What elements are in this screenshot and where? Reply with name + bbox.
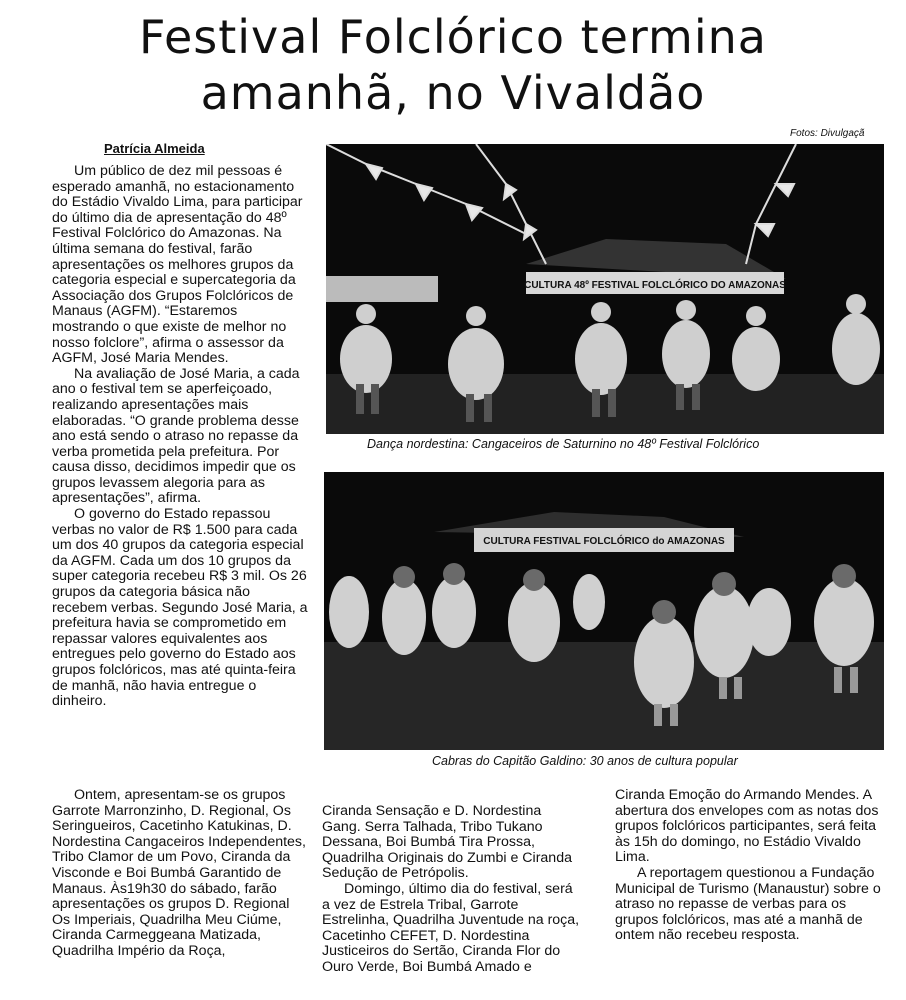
headline-line-1: Festival Folclórico termina — [139, 10, 767, 64]
article-column-1 — [52, 164, 308, 710]
article-column-3 — [615, 788, 883, 944]
photo-credit: Fotos: Divulgaçã — [790, 128, 865, 139]
photo-illustration — [324, 472, 884, 750]
photo-illustration — [326, 144, 884, 434]
paragraph: Um público de dez mil pessoas é esperado amanhã, no estacionamento do Estádio Vivaldo Lima, para participar do último dia de apresentação do 48º Festival Folclórico do Amazonas. Na última semana do festival, farão apresentações os melhores grupos da categoria especial e supercategoria da Associação dos Grupos Folclóricos de Manaus (AGFM). “Estaremos mostrando o que existe de melhor no nosso folclore”, afirma o assessor da AGFM, José Maria Mendes. — [52, 163, 303, 367]
paragraph: Domingo, último dia do festival, será a vez de Estrela Tribal, Garrote Estrelinha, Quadrilha Juventude na roça, Cacetinho CEFET, D. Nordestina Justiceiros do Sertão, Ciranda Flor do Ouro Verde, Boi Bumbá Amado e — [322, 880, 580, 975]
paragraph: Na avaliação de José Maria, a cada ano o festival tem se aperfeiçoado, realizando apresentações mais elaboradas. “O grande problema desse ano está sendo o atraso no repasse da verba prometida pela prefeitura. Por causa disso, decidimos impedir que os grupos levassem alegoria para as apresentações”, afirma. — [52, 365, 300, 507]
banner-text: CULTURA FESTIVAL FOLCLÓRICO do AMAZONAS — [483, 536, 725, 547]
paragraph: Ontem, apresentam-se os grupos Garrote Marronzinho, D. Regional, Os Seringueiros, Cacetinho Katukinas, D. Nordestina Cangaceiros Independentes, Tribo Clamor de um Povo, Ciranda da Visconde e Boi Bumbá Garantido de Manaus. Às19h30 do sábado, farão apresentações os grupos D. Regional Os Imperiais, Quadrilha Meu Ciúme, Ciranda Carmeggeana Matizada, Quadrilha Império da Roça, — [52, 787, 306, 959]
article-column-1-continued — [52, 788, 308, 960]
byline: Patrícia Almeida — [104, 141, 205, 156]
paragraph: Ciranda Emoção do Armando Mendes. A abertura dos envelopes com as notas dos grupos folclóricos participantes, será feita às 15h do domingo, no Estádio Vivaldo Lima. — [615, 787, 879, 866]
photo-dance-nordestina — [326, 144, 884, 434]
banner-text: CULTURA 48º FESTIVAL FOLCLÓRICO DO AMAZONAS — [524, 280, 786, 291]
photo-cabras-capitao-galdino — [324, 472, 884, 750]
paragraph: O governo do Estado repassou verbas no valor de R$ 1.500 para cada um dos 40 grupos da categoria especial da AGFM. Cada um dos 10 grupos da super categoria recebeu R$ 3 mil. Os 26 grupos da categoria básica não recebem verbas. Segundo José Maria, a prefeitura havia se comprometido em repassar valores equivalentes aos entregues pelo governo do Estado aos grupos folclóricos, mas até quinta-feira de manhã, não havia entregue o dinheiro. — [52, 506, 308, 710]
article-column-2 — [322, 804, 582, 976]
photo1-caption: Dança nordestina: Cangaceiros de Saturnino no 48º Festival Folclórico — [367, 437, 760, 451]
paragraph: A reportagem questionou a Fundação Municipal de Turismo (Manaustur) sobre o atraso no repasse de verbas para os grupos folclóricos, mas até a manhã de ontem não recebeu resposta. — [615, 864, 881, 944]
photo2-caption: Cabras do Capitão Galdino: 30 anos de cultura popular — [432, 754, 738, 768]
headline-line-2: amanhã, no Vivaldão — [200, 66, 706, 120]
paragraph: Ciranda Sensação e D. Nordestina Gang. Serra Talhada, Tribo Tukano Dessana, Boi Bumbá Tira Prossa, Quadrilha Originais do Zumbi e Ciranda Sedução de Petrópolis. — [322, 803, 572, 882]
